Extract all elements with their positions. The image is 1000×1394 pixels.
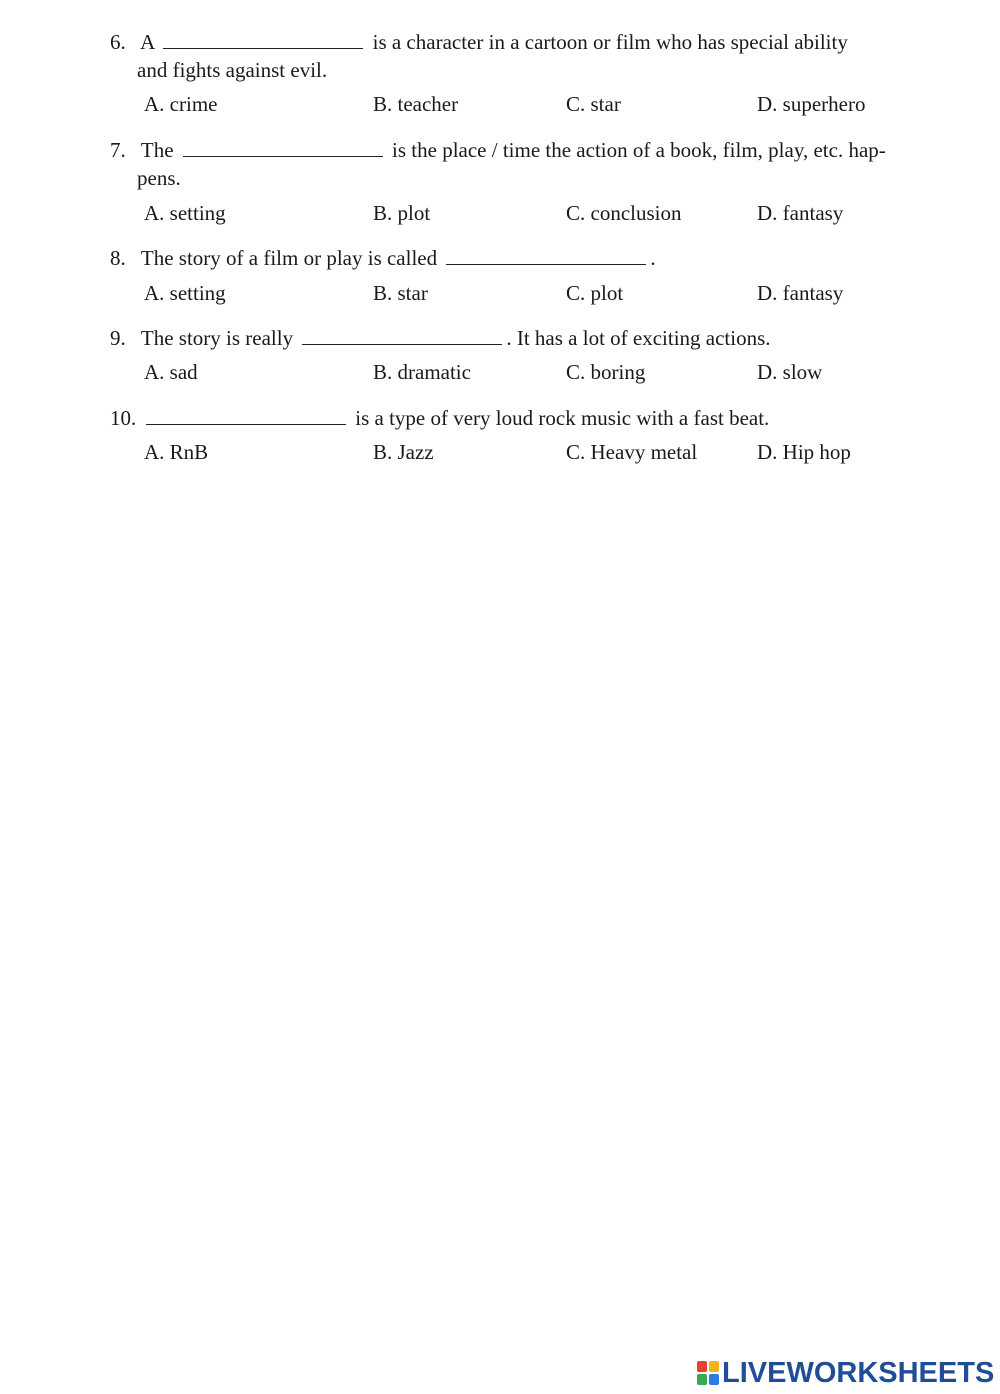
option-c[interactable]: C. Heavy metal: [566, 440, 698, 464]
answer-blank[interactable]: [146, 406, 346, 425]
logo-block-green: [697, 1374, 707, 1385]
option-a[interactable]: A. setting: [144, 201, 226, 225]
question-6: [110, 28, 940, 84]
logo-block-blue: [709, 1374, 719, 1385]
logo-block-yellow: [709, 1361, 719, 1372]
brand-name: LIVEWORKSHEETS: [722, 1356, 995, 1389]
option-a[interactable]: A. setting: [144, 281, 226, 305]
option-b[interactable]: B. star: [373, 281, 428, 305]
options-row-7: [0, 199, 1000, 227]
question-continuation: and fights against evil.: [137, 58, 328, 82]
question-number: 10.: [110, 406, 137, 430]
option-b[interactable]: B. dramatic: [373, 360, 471, 384]
option-b[interactable]: B. Jazz: [373, 440, 434, 464]
question-7: [110, 136, 940, 192]
options-row-10: [0, 438, 1000, 466]
option-d[interactable]: D. slow: [757, 360, 823, 384]
option-a[interactable]: A. sad: [144, 360, 198, 384]
question-continuation: pens.: [137, 166, 181, 190]
option-a[interactable]: A. RnB: [144, 440, 209, 464]
answer-blank[interactable]: [163, 30, 363, 49]
question-text-before: The story is really: [140, 326, 294, 350]
answer-blank[interactable]: [183, 138, 383, 157]
question-number: 9.: [110, 326, 126, 350]
question-text-after: is a type of very loud rock music with a fast beat.: [355, 406, 770, 430]
question-text-after: .: [650, 246, 656, 270]
question-number: 6.: [110, 30, 126, 54]
question-10: [110, 404, 940, 432]
option-d[interactable]: D. fantasy: [757, 281, 844, 305]
option-c[interactable]: C. conclusion: [566, 201, 682, 225]
question-number: 8.: [110, 246, 126, 270]
question-9: [110, 324, 940, 352]
question-text-before: The: [140, 138, 174, 162]
question-text-before: The story of a film or play is called: [140, 246, 438, 270]
question-number: 7.: [110, 138, 126, 162]
options-row-9: [0, 358, 1000, 386]
liveworksheets-logo-icon: [697, 1361, 719, 1385]
option-c[interactable]: C. star: [566, 92, 621, 116]
option-c[interactable]: C. plot: [566, 281, 624, 305]
question-8: [110, 244, 940, 272]
answer-blank[interactable]: [446, 246, 646, 265]
question-text-after: . It has a lot of exciting actions.: [506, 326, 771, 350]
option-d[interactable]: D. Hip hop: [757, 440, 851, 464]
question-text-after: is the place / time the action of a book, film, play, etc. hap-: [392, 138, 886, 162]
options-row-6: [0, 90, 1000, 118]
answer-blank[interactable]: [302, 326, 502, 345]
option-d[interactable]: D. superhero: [757, 92, 866, 116]
options-row-8: [0, 279, 1000, 307]
logo-block-red: [697, 1361, 707, 1372]
option-c[interactable]: C. boring: [566, 360, 646, 384]
option-b[interactable]: B. teacher: [373, 92, 459, 116]
question-text-before: A: [140, 30, 155, 54]
option-b[interactable]: B. plot: [373, 201, 431, 225]
option-d[interactable]: D. fantasy: [757, 201, 844, 225]
liveworksheets-logo: [697, 1357, 994, 1389]
question-text-after: is a character in a cartoon or film who has special ability: [372, 30, 848, 54]
option-a[interactable]: A. crime: [144, 92, 218, 116]
